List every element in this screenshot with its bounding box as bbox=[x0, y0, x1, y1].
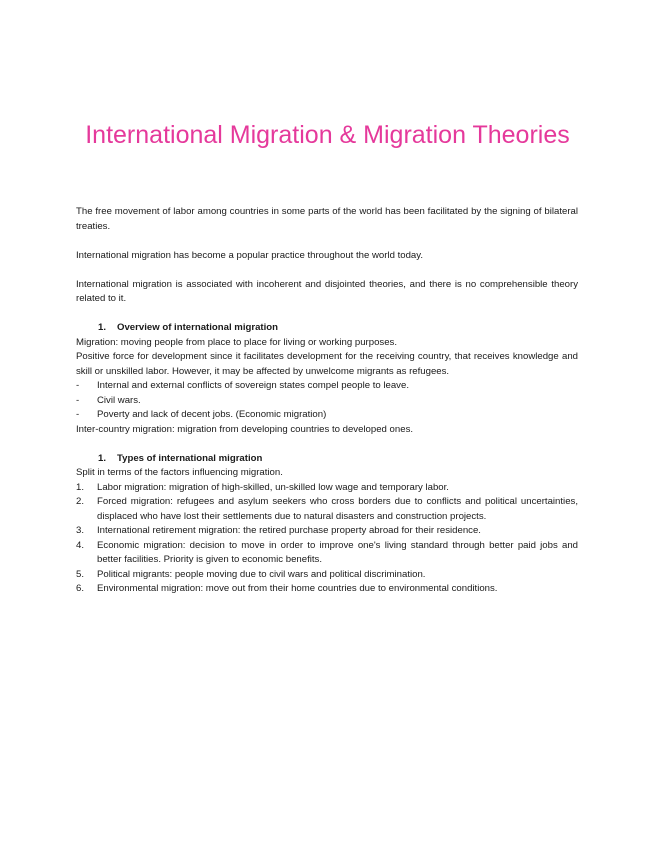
section-heading-text: Types of international migration bbox=[117, 452, 263, 464]
document-title: International Migration & Migration Theories bbox=[85, 121, 570, 149]
list-item bbox=[76, 394, 578, 409]
list-item-text: International retirement migration: the retired purchase property abroad for their residence. bbox=[97, 525, 481, 536]
section-number: 1. bbox=[98, 452, 107, 464]
dash-marker: - bbox=[76, 409, 80, 420]
list-item bbox=[76, 568, 578, 583]
list-item bbox=[76, 379, 578, 394]
list-item-text: Political migrants: people moving due to civil wars and political discrimination. bbox=[97, 568, 426, 580]
section-number: 1. bbox=[98, 322, 107, 333]
list-number: 2. bbox=[76, 496, 85, 507]
list-item-text: Forced migration: refugees and asylum seekers who cross borders due to conflicts and political uncertainties, displaced who have lost their settlements due to natural disasters and construction projects. bbox=[97, 496, 578, 522]
list-item-text: Labor migration: migration of high-skilled, un-skilled low wage and temporary labor. bbox=[97, 481, 449, 493]
list-number: 4. bbox=[76, 539, 85, 551]
spacer bbox=[76, 437, 578, 452]
inter-country-text: Inter-country migration: migration from developing countries to developed ones. bbox=[76, 423, 414, 435]
list-item bbox=[76, 582, 578, 597]
dash-marker: - bbox=[76, 380, 80, 391]
list-item-text: Civil wars. bbox=[97, 394, 141, 406]
list-item bbox=[76, 481, 578, 496]
list-item bbox=[76, 408, 578, 423]
section-heading-types bbox=[76, 452, 578, 467]
list-item-text: Poverty and lack of decent jobs. (Economic migration) bbox=[97, 409, 327, 420]
migration-definition: Migration: moving people from place to place for living or working purposes. bbox=[76, 336, 398, 348]
list-item bbox=[76, 539, 578, 568]
document-body bbox=[76, 205, 578, 597]
list-item bbox=[76, 524, 578, 539]
section-heading-text: Overview of international migration bbox=[117, 322, 278, 333]
list-item bbox=[76, 495, 578, 524]
intro-paragraph-2: International migration has become a popular practice throughout the world today. bbox=[76, 249, 424, 261]
list-item-text: Environmental migration: move out from their home countries due to environmental conditions. bbox=[97, 583, 498, 594]
list-number: 3. bbox=[76, 525, 85, 536]
dash-marker: - bbox=[76, 394, 80, 406]
list-number: 6. bbox=[76, 583, 85, 594]
intro-paragraph-1: The free movement of labor among countries in some parts of the world has been facilitated by the signing of bilateral treaties. bbox=[76, 206, 578, 232]
list-number: 5. bbox=[76, 568, 85, 580]
intro-paragraph-3: International migration is associated with incoherent and disjointed theories, and there is no comprehensible theory related to it. bbox=[76, 278, 578, 304]
list-item-text: Economic migration: decision to move in order to improve one's living standard through better paid jobs and better facilities. Priority is given to economic benefits. bbox=[97, 539, 578, 565]
positive-force-text: Positive force for development since it facilitates development for the receiving country, that receives knowledge and skill or unskilled labor. However, it may be affected by unwelcome migrants as refugees. bbox=[76, 351, 578, 377]
types-intro: Split in terms of the factors influencing migration. bbox=[76, 467, 283, 478]
list-item-text: Internal and external conflicts of sovereign states compel people to leave. bbox=[97, 380, 409, 391]
section-heading-overview bbox=[76, 321, 578, 336]
list-number: 1. bbox=[76, 481, 85, 493]
